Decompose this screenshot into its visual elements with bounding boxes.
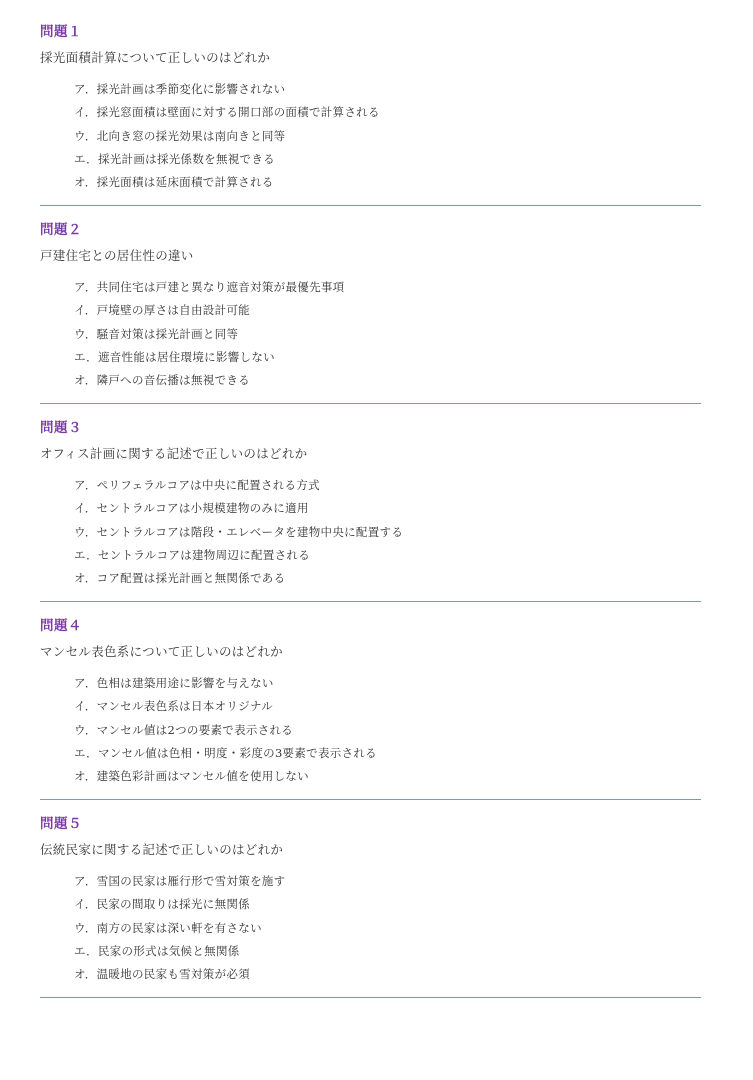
question-text: マンセル表色系について正しいのはどれか: [40, 644, 283, 659]
option-list: [40, 870, 701, 986]
question-text: 戸建住宅との居住性の違い: [40, 248, 194, 263]
option-o: オ．温暖地の民家も雪対策が必須: [74, 967, 250, 982]
option-list: [40, 672, 701, 788]
question-1: [40, 22, 701, 206]
option-list: [40, 78, 701, 194]
option-u: ウ．騒音対策は採光計画と同等: [74, 326, 239, 341]
option-e: エ．採光計画は採光係数を無視できる: [74, 151, 275, 166]
question-title: 問題３: [40, 420, 82, 436]
option-i: イ．セントラルコアは小規模建物のみに適用: [74, 501, 309, 516]
option-i: イ．戸境壁の厚さは自由設計可能: [74, 303, 250, 318]
option-i: イ．マンセル表色系は日本オリジナル: [74, 699, 273, 714]
option-i: イ．採光窓面積は壁面に対する開口部の面積で計算される: [74, 105, 380, 120]
option-u: ウ．マンセル値は2つの要素で表示される: [74, 722, 294, 737]
option-u: ウ．セントラルコアは階段・エレベータを建物中央に配置する: [74, 524, 404, 539]
option-a: ア．共同住宅は戸建と異なり遮音対策が最優先事項: [74, 280, 345, 294]
question-text: オフィス計画に関する記述で正しいのはどれか: [40, 446, 308, 461]
option-a: ア．色相は建築用途に影響を与えない: [74, 676, 274, 690]
question-title: 問題４: [40, 618, 82, 634]
option-a: ア．ペリフェラルコアは中央に配置される方式: [74, 478, 320, 492]
question-title: 問題２: [40, 222, 82, 238]
option-u: ウ．北向き窓の採光効果は南向きと同等: [74, 128, 286, 143]
option-i: イ．民家の間取りは採光に無関係: [74, 897, 250, 912]
option-list: [40, 276, 701, 392]
question-title: 問題５: [40, 816, 82, 832]
option-o: オ．採光面積は延床面積で計算される: [74, 175, 274, 190]
option-o: オ．コア配置は採光計画と無関係である: [74, 571, 286, 586]
question-title: 問題１: [40, 24, 82, 40]
option-a: ア．雪国の民家は雁行形で雪対策を施す: [74, 874, 286, 888]
option-e: エ．セントラルコアは建物周辺に配置される: [74, 547, 310, 562]
question-5: [40, 814, 701, 998]
question-3: [40, 418, 701, 602]
option-e: エ．マンセル値は色相・明度・彩度の3要素で表示される: [74, 745, 377, 760]
question-4: [40, 616, 701, 800]
option-u: ウ．南方の民家は深い軒を有さない: [74, 920, 262, 935]
option-list: [40, 474, 701, 590]
option-o: オ．隣戸への音伝播は無視できる: [74, 373, 250, 388]
option-e: エ．民家の形式は気候と無関係: [74, 943, 240, 958]
question-text: 採光面積計算について正しいのはどれか: [40, 50, 271, 65]
option-e: エ．遮音性能は居住環境に影響しない: [74, 349, 275, 364]
question-text: 伝統民家に関する記述で正しいのはどれか: [40, 842, 284, 857]
question-2: [40, 220, 701, 404]
option-o: オ．建築色彩計画はマンセル値を使用しない: [74, 769, 309, 784]
option-a: ア．採光計画は季節変化に影響されない: [74, 82, 286, 96]
